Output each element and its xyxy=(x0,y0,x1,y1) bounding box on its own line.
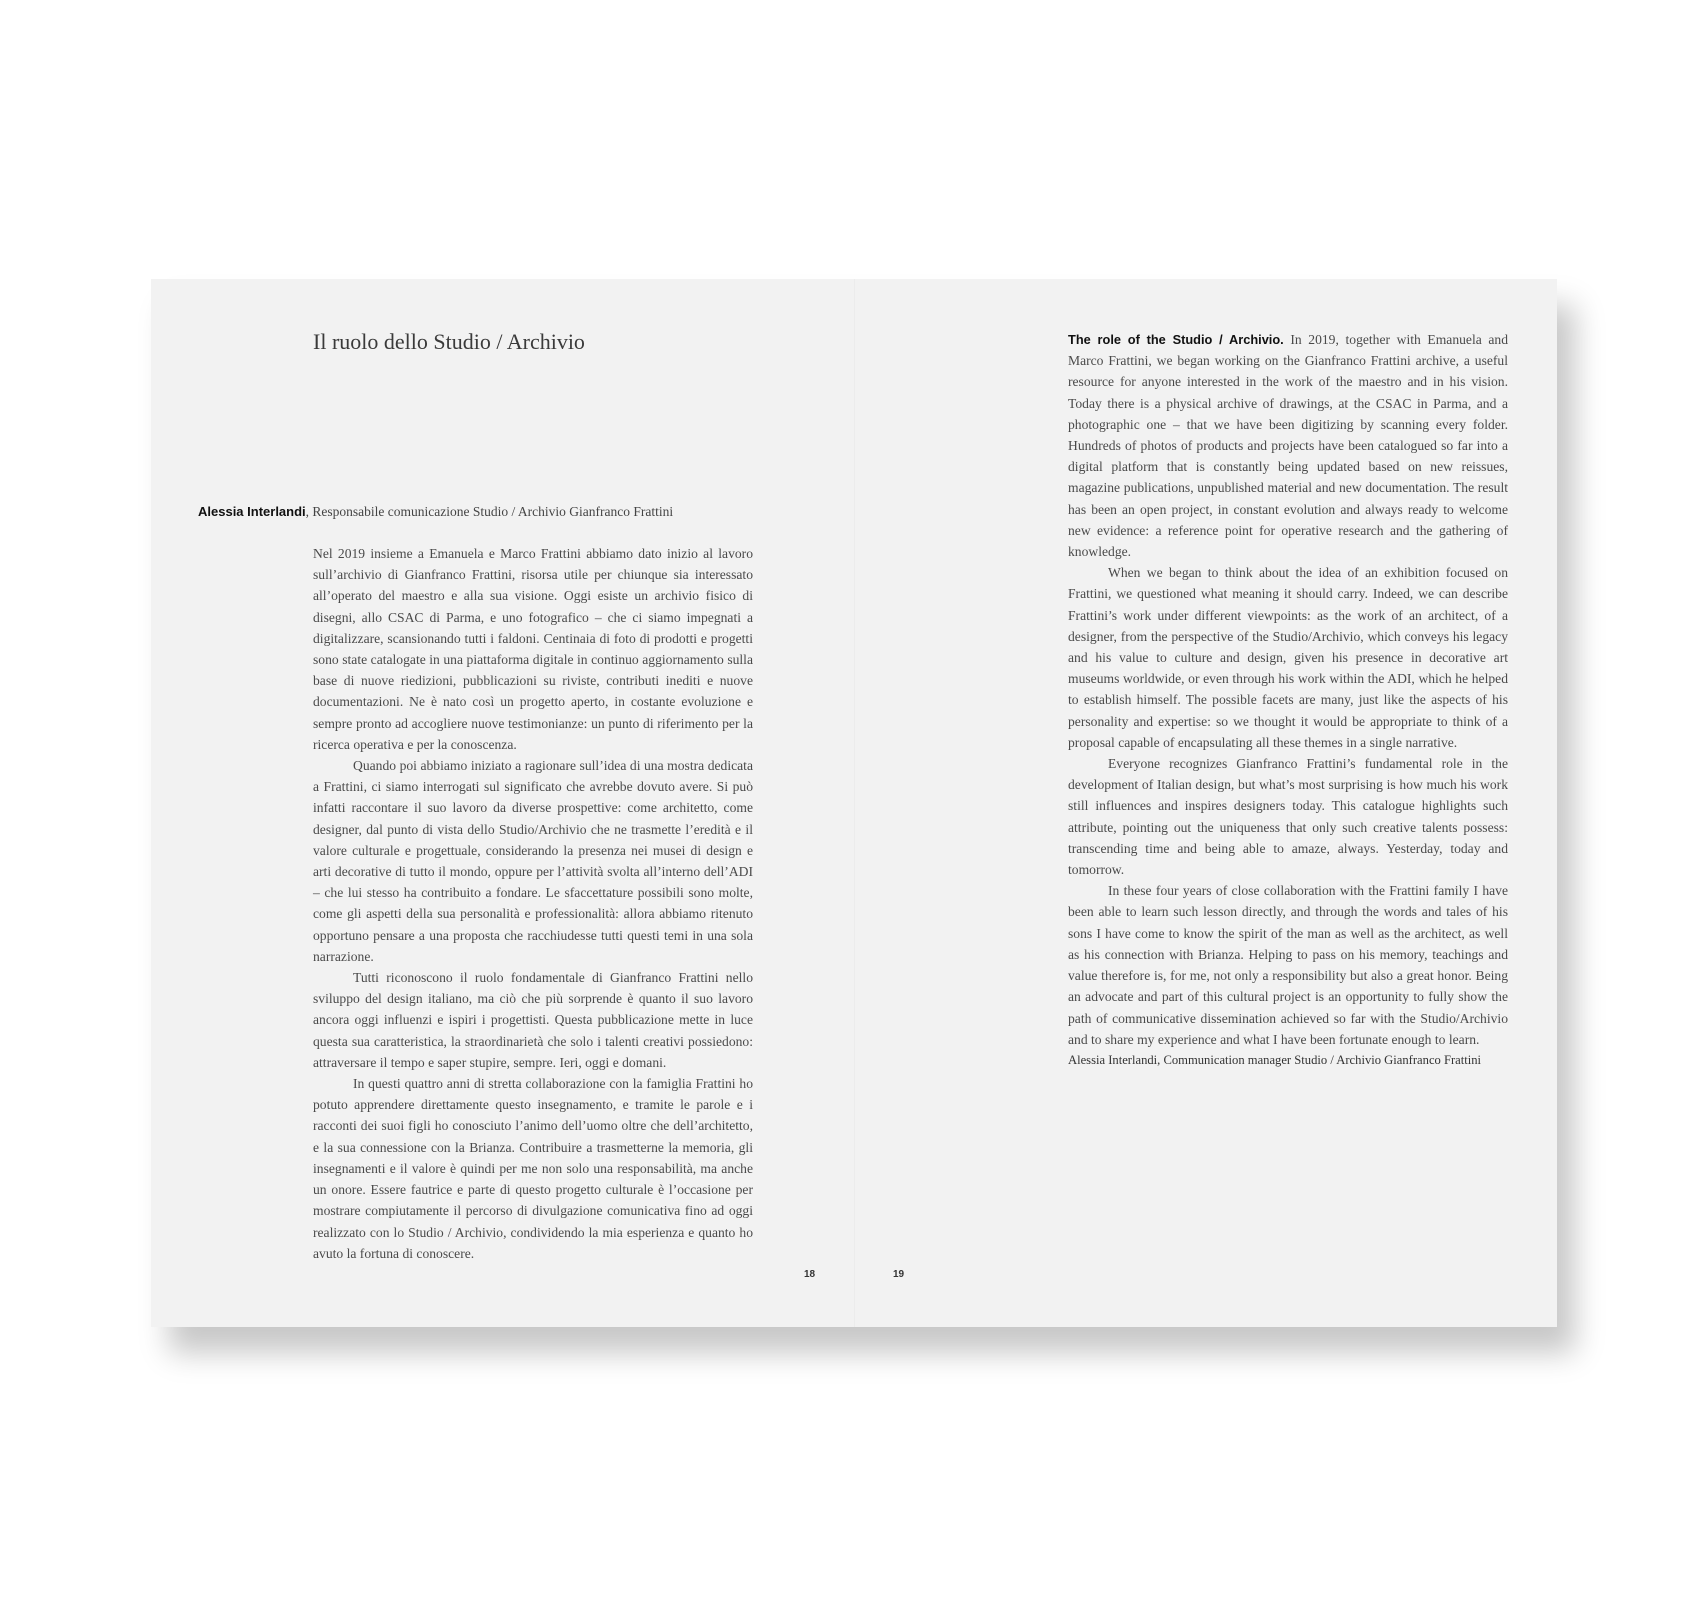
english-paragraph: In these four years of close collaboration with the Frattini family I have been able to learn such lesson directly, and through the words and tales of his sons I have come to know the spirit of the man as well as the architect, as well as his connection with Brianza. Helping to pass on his memory, teachings and value therefore is, for me, not only a responsibility but also a great honor. Being an advocate and part of this cultural project is an opportunity to fully show the path of communicative dissemination achieved so far with the Studio/Archivio and to share my experience and what I have been fortunate enough to learn. xyxy=(1068,883,1508,1047)
english-paragraph-text: In 2019, together with Emanuela and Marco Frattini, we began working on the Gianfranco Frattini archive, a useful resource for anyone interested in the work of the maestro and in his vision. Today there is a physical archive of drawings, at the CSAC in Parma, and a photographic one – that we have been digitizing by scanning every folder. Hundreds of photos of products and projects have been catalogued so far into a digital platform that is constantly being updated based on new reissues, magazine publications, unpublished material and new documentation. The result has been an open project, in constant evolution and always ready to welcome new evidence: a reference point for operative research and the gathering of knowledge. xyxy=(1068,332,1509,560)
author-byline xyxy=(198,504,673,520)
english-text-column xyxy=(1068,329,1508,1071)
author-name: Alessia Interlandi xyxy=(198,504,306,519)
page-number-left: 18 xyxy=(804,1269,816,1280)
english-paragraph xyxy=(1068,329,1508,562)
english-lead-heading: The role of the Studio / Archivio. xyxy=(1068,332,1284,347)
book-spread xyxy=(151,279,1557,1327)
book-gutter xyxy=(854,279,855,1327)
english-paragraph: Everyone recognizes Gianfranco Frattini’s fundamental role in the development of Italian design, but what’s most surprising is how much his work still influences and inspires designers today. This catalogue highlights such attribute, pointing out the uniqueness that only such creative talents possess: transcending time and being able to amaze, always. Yesterday, today and tomorrow. xyxy=(1068,756,1508,878)
italian-paragraph: Quando poi abbiamo iniziato a ragionare sull’idea di una mostra dedicata a Frattini, ci siamo interrogati sul significato che avrebbe dovuto avere. Si può infatti raccontare il suo lavoro da diverse prospettive: come architetto, come designer, dal punto di vista dello Studio/Archivio che ne trasmette l’eredità e il valore culturale e progettuale, considerando la presenza nei musei di design e arti decorative di tutto il mondo, oppure per l’attività svolta all’interno dell’ADI – che lui stesso ha contribuito a fondare. Le sfaccettature possibili sono molte, come gli aspetti della sua personalità e professionalità: allora abbiamo ritenuto opportuno pensare a una proposta che racchiudesse tutti questi temi in una sola narrazione. xyxy=(313,758,753,964)
page-number-right: 19 xyxy=(893,1269,905,1280)
italian-paragraph: In questi quattro anni di stretta collaborazione con la famiglia Frattini ho potuto apprendere direttamente questo insegnamento, e tramite le parole e i racconti dei suoi figli ho conosciuto l’animo dell’uomo oltre che dell’architetto, e la sua connessione con la Brianza. Contribuire a trasmetterne la memoria, gli insegnamenti e il valore è quindi per me non solo una responsabilità, ma anche un onore. Essere fautrice e parte di questo progetto culturale è l’occasione per mostrare compiutamente il percorso di divulgazione comunicativa fino ad oggi realizzato con lo Studio / Archivio, condividendo la mia esperienza e quanto ho avuto la fortuna di conoscere. xyxy=(313,1076,753,1261)
italian-text-column xyxy=(313,543,753,1264)
english-paragraph: When we began to think about the idea of an exhibition focused on Frattini, we questioned what meaning it should carry. Indeed, we can describe Frattini’s work under different viewpoints: as the work of an architect, of a designer, from the perspective of the Studio/Archivio, which conveys his legacy and his value to culture and design, given his presence in decorative art museums worldwide, or even through his work within the ADI, which he helped to establish himself. The possible facets are many, just like the aspects of his personality and expertise: so we thought it would be appropriate to think of a proposal capable of encapsulating all these themes in a single narrative. xyxy=(1068,565,1508,750)
italian-paragraph: Nel 2019 insieme a Emanuela e Marco Frattini abbiamo dato inizio al lavoro sull’archivio di Gianfranco Frattini, risorsa utile per chiunque sia interessato all’operato del maestro e alla sua visione. Oggi esiste un archivio fisico di disegni, allo CSAC di Parma, e uno fotografico – che ci siamo impegnati a digitalizzare, scansionando tutti i faldoni. Centinaia di foto di prodotti e progetti sono state catalogate in una piattaforma digitale in continuo aggiornamento sulla base di nuove riedizioni, pubblicazioni su riviste, contributi inediti e nuove documentazioni. Ne è nato così un progetto aperto, in costante evoluzione e sempre pronto ad accogliere nuove testimonianze: un punto di riferimento per la ricerca operativa e per la conoscenza. xyxy=(313,546,753,752)
page-title: Il ruolo dello Studio / Archivio xyxy=(313,329,585,354)
english-signature: Alessia Interlandi, Communication manager Studio / Archivio Gianfranco Frattini xyxy=(1068,1052,1482,1067)
italian-paragraph: Tutti riconoscono il ruolo fondamentale di Gianfranco Frattini nello sviluppo del design italiano, ma ciò che più sorprende è quanto il suo lavoro ancora oggi influenzi e ispiri i progettisti. Questa pubblicazione mette in luce questa sua caratteristica, la straordinarietà che solo i talenti creativi possiedono: attraversare il tempo e saper stupire, sempre. Ieri, oggi e domani. xyxy=(313,970,753,1070)
author-role: , Responsabile comunicazione Studio / Archivio Gianfranco Frattini xyxy=(305,504,674,519)
